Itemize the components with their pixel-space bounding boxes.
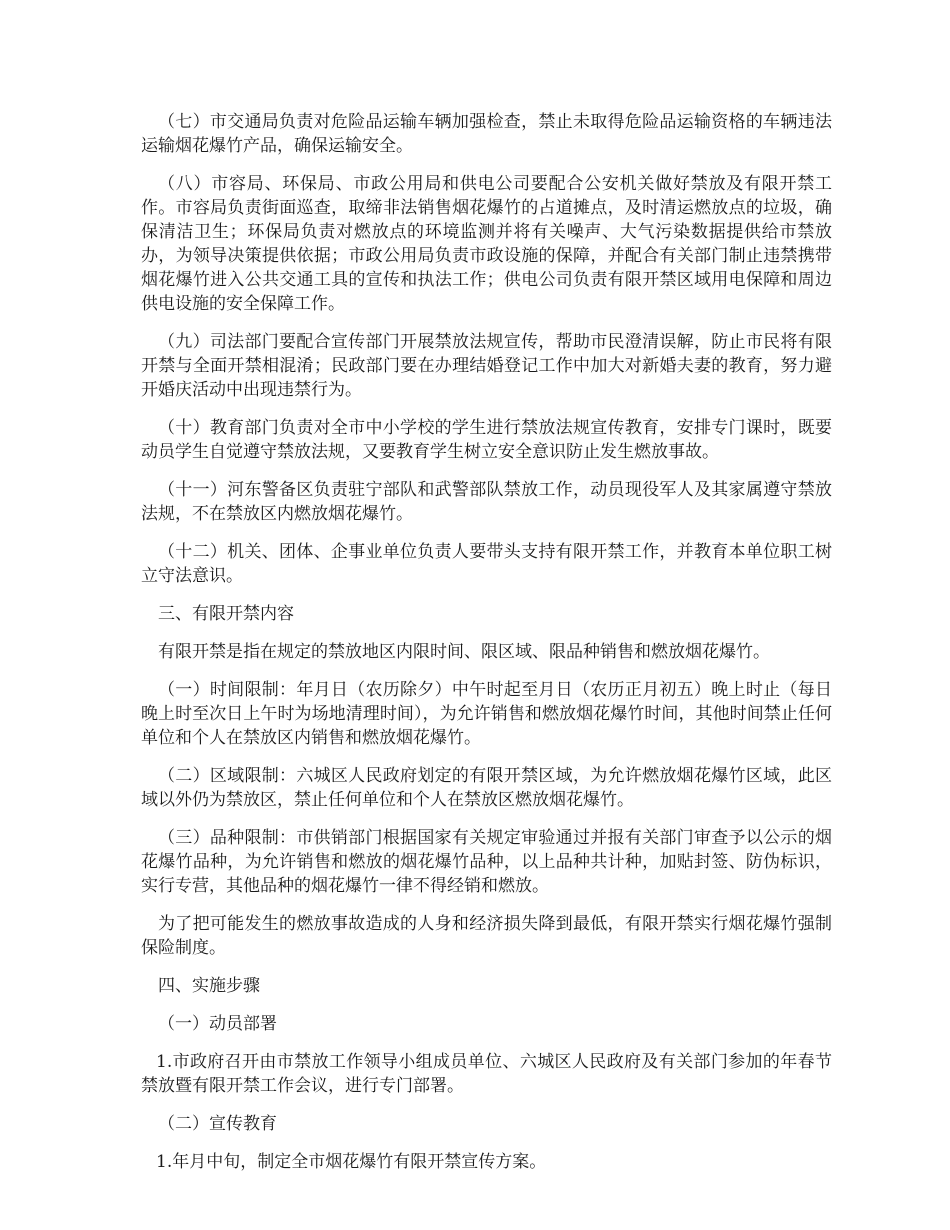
paragraph-transport-bureau: （七）市交通局负责对危险品运输车辆加强检查，禁止未取得危险品运输资格的车辆违法运输烟花爆竹产品，确保运输安全。 — [141, 112, 832, 156]
paragraph-publicity-item-1: 1.年月中旬，制定全市烟花爆竹有限开禁宣传方案。 — [156, 1152, 547, 1172]
paragraph-insurance: 为了把可能发生的燃放事故造成的人身和经济损失降到最低，有限开禁实行烟花爆竹强制保险制度。 — [141, 914, 832, 958]
paragraph-area-limit: （二）区域限制：六城区人民政府划定的有限开禁区域，为允许燃放烟花爆竹区域，此区域以外仍为禁放区，禁止任何单位和个人在禁放区燃放烟花爆竹。 — [141, 766, 832, 810]
subheading-publicity: （二）宣传教育 — [158, 1114, 277, 1134]
paragraph-institutions: （十二）机关、团体、企事业单位负责人要带头支持有限开禁工作，并教育本单位职工树立守法意识。 — [141, 542, 832, 586]
section-heading-restricted-content: 三、有限开禁内容 — [158, 604, 294, 624]
paragraph-city-appearance-bureau: （八）市容局、环保局、市政公用局和供电公司要配合公安机关做好禁放及有限开禁工作。市容局负责街面巡查，取缔非法销售烟花爆竹的占道摊点，及时清运燃放点的垃圾，确保清洁卫生；环保局负责对燃放点的环境监测并将有关噪声、大气污染数据提供给市禁放办，为领导决策提供依据；市政公用局负责市政设施的保障，并配合有关部门制止违禁携带烟花爆竹进入公共交通工具的宣传和执法工作；供电公司负责有限开禁区域用电保障和周边供电设施的安全保障工作。 — [141, 174, 832, 314]
section-heading-implementation-steps: 四、实施步骤 — [158, 976, 260, 996]
paragraph-mobilization-item-1: 1.市政府召开由市禁放工作领导小组成员单位、六城区人民政府及有关部门参加的年春节禁放暨有限开禁工作会议，进行专门部署。 — [141, 1052, 832, 1096]
paragraph-judicial-department: （九）司法部门要配合宣传部门开展禁放法规宣传，帮助市民澄清误解，防止市民将有限开禁与全面开禁相混淆；民政部门要在办理结婚登记工作中加大对新婚夫妻的教育，努力避开婚庆活动中出现违禁行为。 — [141, 332, 832, 400]
subheading-mobilization: （一）动员部署 — [158, 1014, 277, 1034]
paragraph-time-limit: （一）时间限制：年月日（农历除夕）中午时起至月日（农历正月初五）晚上时止（每日晚上时至次日上午时为场地清理时间），为允许销售和燃放烟花爆竹时间，其他时间禁止任何单位和个人在禁放区内销售和燃放烟花爆竹。 — [141, 680, 832, 748]
paragraph-variety-limit: （三）品种限制：市供销部门根据国家有关规定审验通过并报有关部门审查予以公示的烟花爆竹品种，为允许销售和燃放的烟花爆竹品种，以上品种共计种，加贴封签、防伪标识，实行专营，其他品种的烟花爆竹一律不得经销和燃放。 — [141, 828, 832, 896]
paragraph-restricted-definition: 有限开禁是指在规定的禁放地区内限时间、限区域、限品种销售和燃放烟花爆竹。 — [158, 642, 770, 662]
paragraph-garrison-district: （十一）河东警备区负责驻宁部队和武警部队禁放工作，动员现役军人及其家属遵守禁放法规，不在禁放区内燃放烟花爆竹。 — [141, 480, 832, 524]
paragraph-education-department: （十）教育部门负责对全市中小学校的学生进行禁放法规宣传教育，安排专门课时，既要动员学生自觉遵守禁放法规，又要教育学生树立安全意识防止发生燃放事故。 — [141, 418, 832, 462]
